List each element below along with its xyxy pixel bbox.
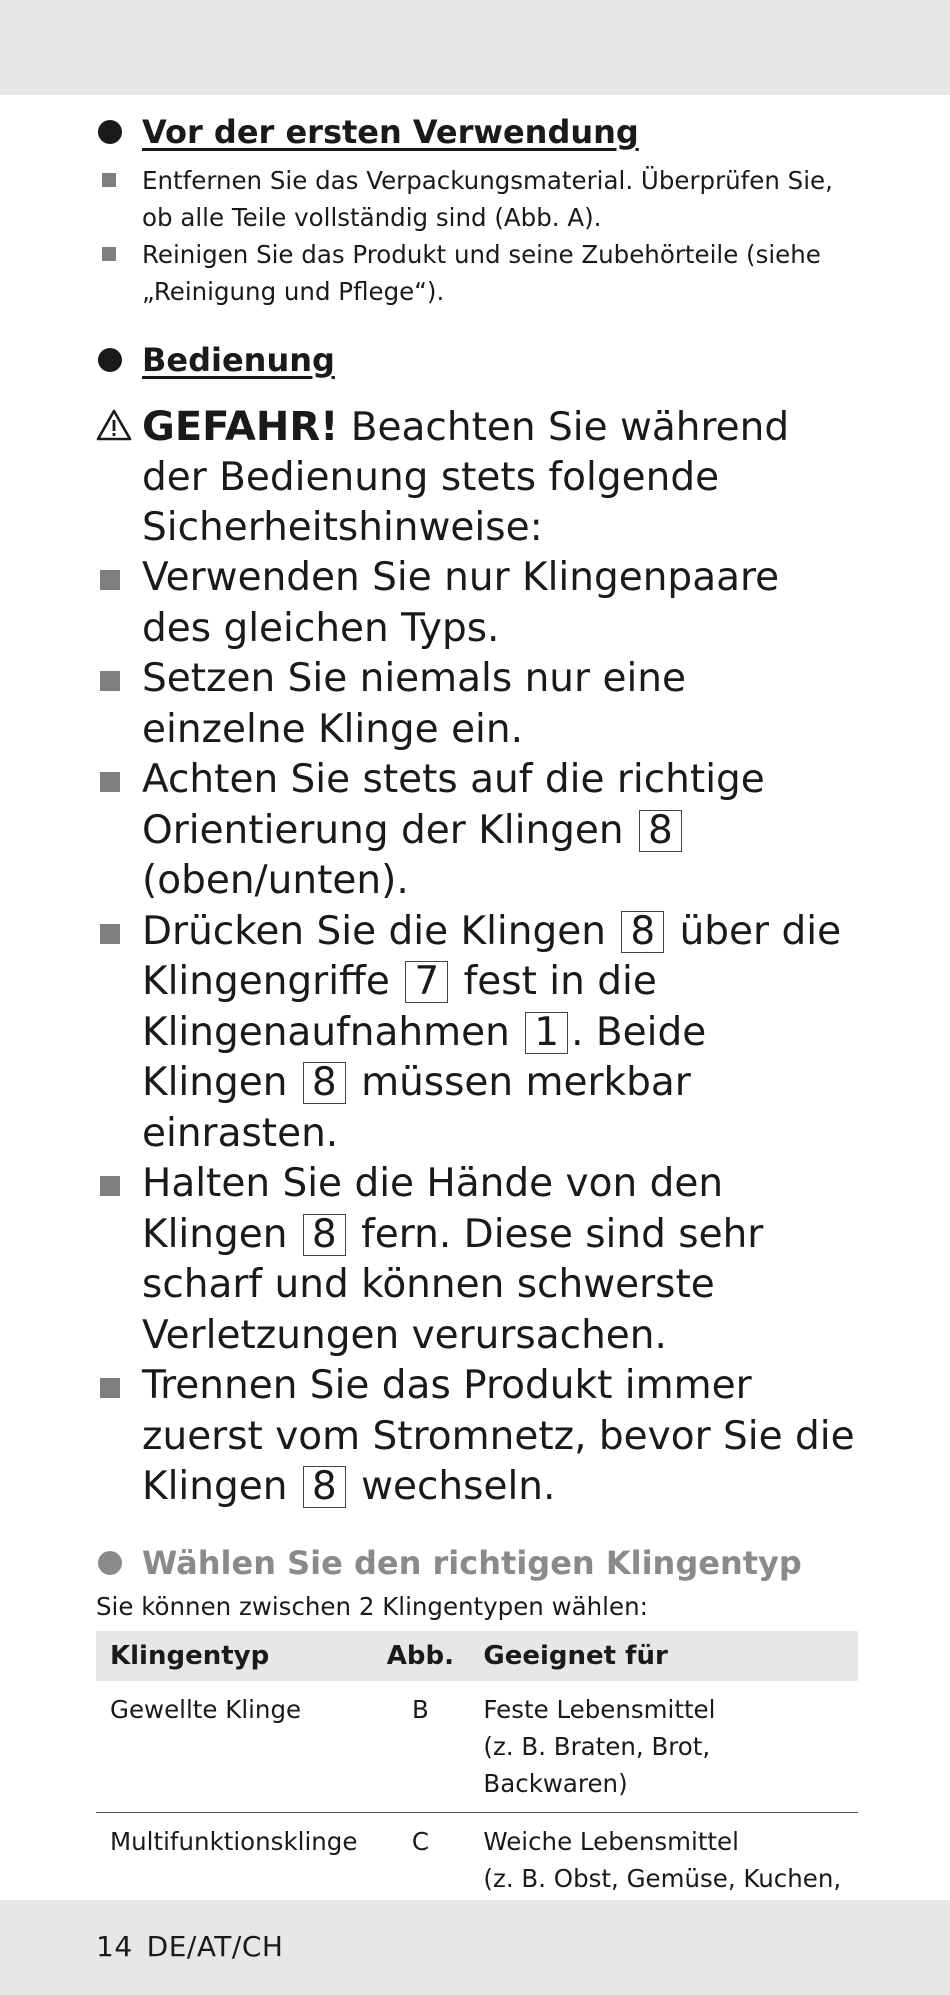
bullet-dot-icon: [98, 348, 122, 372]
page-number: 14: [96, 1930, 133, 1963]
part-reference-badge: 7: [405, 961, 448, 1003]
table-cell: C: [411, 1826, 429, 1856]
header-band: [0, 0, 950, 95]
section-title: Wählen Sie den richtigen Klingentyp: [142, 1543, 802, 1582]
section-title: Bedienung: [142, 341, 335, 379]
square-bullet-icon: [100, 671, 120, 691]
table-cell: Feste Lebensmittel (z. B. Braten, Brot, Backwaren): [469, 1681, 858, 1813]
danger-label: GEFAHR!: [142, 404, 339, 450]
list-item: Drücken Sie die Klingen 8 über die Klingengriffe 7 fest in die Klingenaufnahmen 1 . Beide Klingen 8 müssen merkbar einrasten.: [96, 907, 856, 1160]
section-heading-operation: [96, 338, 856, 382]
list-item: Trennen Sie das Produkt immer zuerst vom Stromnetz, bevor Sie die Klingen 8 wechseln.: [96, 1361, 856, 1513]
list-item: Halten Sie die Hände von den Klingen 8 fern. Diese sind sehr scharf und können schwerste Verletzungen verursachen.: [96, 1159, 856, 1361]
part-reference-badge: 8: [303, 1466, 346, 1508]
square-bullet-icon: [100, 570, 120, 590]
blade-type-table: [96, 1631, 858, 1944]
column-header: Geeignet für: [483, 1640, 668, 1671]
table-row: [96, 1681, 858, 1813]
part-reference-badge: 1: [525, 1012, 568, 1054]
table-cell: Gewellte Klinge: [96, 1681, 371, 1813]
column-header: Abb.: [386, 1640, 455, 1671]
table-cell: Multifunktionsklinge: [110, 1826, 358, 1856]
page-content: [96, 110, 856, 1944]
section-title: Vor der ersten Verwendung: [142, 113, 639, 151]
language-code: DE/AT/CH: [146, 1930, 284, 1963]
warning-triangle-icon: [96, 408, 132, 442]
list-item: Entfernen Sie das Verpackungsmaterial. Überprüfen Sie, ob alle Teile vollständig sind (Abb. A).: [96, 162, 856, 236]
table-header-row: [96, 1631, 858, 1681]
table-cell: B: [371, 1681, 469, 1813]
part-reference-badge: 8: [303, 1062, 346, 1104]
list-item: Verwenden Sie nur Klingenpaare des gleichen Typs.: [96, 553, 856, 654]
first-use-list: [96, 162, 856, 310]
warning-text: Beachten Sie während der Bedienung stets folgende Sicherheitshinweise:: [142, 405, 790, 550]
page-footer: [96, 1930, 283, 1963]
column-header: Klingentyp: [110, 1640, 270, 1671]
bullet-dot-icon: [98, 1551, 122, 1575]
list-item: Reinigen Sie das Produkt und seine Zubehörteile (siehe „Reinigung und Pflege“).: [96, 236, 856, 310]
safety-list: [96, 553, 856, 1513]
section-heading-blade-type: [96, 1541, 856, 1585]
list-item: Setzen Sie niemals nur eine einzelne Klinge ein.: [96, 654, 856, 755]
square-bullet-icon: [100, 924, 120, 944]
danger-warning: [96, 402, 856, 553]
square-bullet-icon: [100, 1378, 120, 1398]
part-reference-badge: 8: [303, 1214, 346, 1256]
blade-intro-text: Sie können zwischen 2 Klingentypen wählen:: [96, 1591, 648, 1621]
part-reference-badge: 8: [639, 810, 682, 852]
bullet-dot-icon: [98, 120, 122, 144]
square-bullet-icon: [102, 247, 116, 261]
square-bullet-icon: [100, 1176, 120, 1196]
square-bullet-icon: [102, 173, 116, 187]
table-cell: Weiche Lebensmittel (z. B. Obst, Gemüse, Kuchen,: [483, 1826, 842, 1893]
list-item: Achten Sie stets auf die richtige Orientierung der Klingen 8 (oben/unten).: [96, 755, 856, 907]
part-reference-badge: 8: [621, 911, 664, 953]
section-heading-first-use: [96, 110, 856, 154]
square-bullet-icon: [100, 772, 120, 792]
